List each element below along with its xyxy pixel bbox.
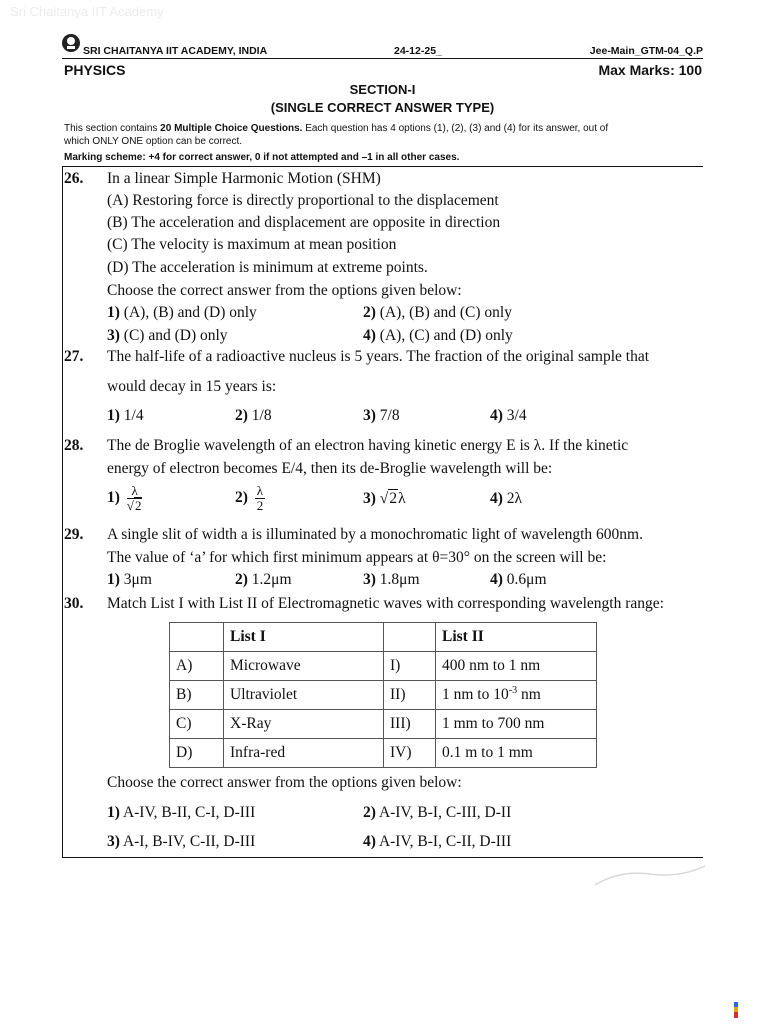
question-stem: would decay in 15 years is:	[107, 378, 277, 395]
answer-option[interactable]: 2) 1.2μm	[235, 571, 292, 588]
answer-option[interactable]: 2) 1/8	[235, 407, 272, 424]
table-header: List II	[436, 623, 597, 652]
table-cell: Microwave	[224, 652, 384, 681]
table-cell: B)	[170, 681, 224, 710]
answer-option[interactable]: 4) 2λ	[490, 490, 523, 507]
table-cell: I)	[384, 652, 436, 681]
table-row	[170, 652, 597, 681]
color-marker-icon	[734, 1002, 738, 1018]
fraction: $\frac{\lambda}{2}$	[256, 483, 264, 513]
statement: (A) Restoring force is directly proportional to the displacement	[107, 192, 499, 209]
statement: (D) The acceleration is minimum at extreme points.	[107, 259, 428, 276]
subject-title: PHYSICS	[64, 62, 126, 78]
choose-instruction: Choose the correct answer from the options given below:	[107, 282, 462, 299]
table-cell: 0.1 m to 1 mm	[436, 739, 597, 768]
question-stem: In a linear Simple Harmonic Motion (SHM)	[107, 170, 381, 187]
answer-option[interactable]: 2) A-IV, B-I, C-III, D-II	[363, 804, 512, 821]
question-stem: The de Broglie wavelength of an electron having kinetic energy E is λ. If the kinetic	[107, 437, 629, 454]
table-cell: 1 mm to 700 nm	[436, 710, 597, 739]
max-marks: Max Marks: 100	[598, 62, 702, 78]
pen-scribble-icon	[590, 860, 710, 890]
answer-option[interactable]: 3) A-I, B-IV, C-II, D-III	[107, 833, 256, 850]
answer-option[interactable]: 3) 7/8	[363, 407, 400, 424]
question-stem: A single slit of width a is illuminated by a monochromatic light of wavelength 600nm.	[107, 526, 643, 543]
table-cell: 1 nm to $10^{-3}$ nm	[436, 681, 597, 710]
table-row	[170, 681, 597, 710]
statement: (C) The velocity is maximum at mean position	[107, 236, 397, 253]
header-rule	[62, 58, 703, 59]
table-cell: D)	[170, 739, 224, 768]
table-cell: III)	[384, 710, 436, 739]
institute-name: SRI CHAITANYA IIT ACADEMY, INDIA	[83, 45, 268, 57]
table-cell: A)	[170, 652, 224, 681]
question-stem: energy of electron becomes E/4, then its de-Broglie wavelength will be:	[107, 460, 553, 477]
answer-option[interactable]: 1) $\frac{\lambda}{√2}$	[107, 483, 142, 513]
section-title: SECTION-I	[349, 82, 416, 97]
marking-scheme: Marking scheme: +4 for correct answer, 0 if not attempted and –1 in all other cases.	[64, 152, 460, 163]
question-stem: The half-life of a radioactive nucleus is 5 years. The fraction of the original sample that	[107, 348, 650, 365]
question-stem: The value of ‘a’ for which first minimum appears at θ=30° on the screen will be:	[107, 549, 607, 566]
question-number: 30.	[64, 595, 84, 612]
question-number: 26.	[64, 170, 84, 187]
answer-option[interactable]: 2) $\frac{\lambda}{2}$	[235, 483, 264, 513]
table-cell: X-Ray	[224, 710, 384, 739]
answer-option[interactable]: 2) (A), (B) and (C) only	[363, 304, 512, 321]
exam-date: 24-12-25_	[394, 45, 442, 57]
paper-code: Jee-Main_GTM-04_Q.P	[589, 45, 703, 57]
fraction: $\frac{\lambda}{√2}$	[126, 483, 142, 513]
answer-option[interactable]: 3) (C) and (D) only	[107, 327, 228, 344]
bottom-rule	[62, 857, 703, 858]
table-header: List I	[224, 623, 384, 652]
table-cell: Infra-red	[224, 739, 384, 768]
institute-logo-icon	[61, 33, 81, 53]
question-number: 29.	[64, 526, 84, 543]
table-row	[170, 710, 597, 739]
answer-option[interactable]: 4) 0.6μm	[490, 571, 547, 588]
answer-option[interactable]: 1) 1/4	[107, 407, 144, 424]
table-cell	[170, 623, 224, 652]
table-cell: II)	[384, 681, 436, 710]
match-table	[169, 622, 597, 768]
answer-option[interactable]: 4) (A), (C) and (D) only	[363, 327, 513, 344]
table-cell: C)	[170, 710, 224, 739]
choose-instruction: Choose the correct answer from the options given below:	[107, 774, 462, 791]
answer-option[interactable]: 1) A-IV, B-II, C-I, D-III	[107, 804, 256, 821]
watermark: Sri Chaitanya IIT Academy	[10, 4, 164, 19]
table-cell: Ultraviolet	[224, 681, 384, 710]
answer-option[interactable]: 4) A-IV, B-I, C-II, D-III	[363, 833, 512, 850]
question-stem: Match List I with List II of Electromagnetic waves with corresponding wavelength range:	[107, 595, 664, 612]
answer-option[interactable]: 3) 1.8μm	[363, 571, 420, 588]
table-cell: 400 nm to 1 nm	[436, 652, 597, 681]
answer-option[interactable]: 1) (A), (B) and (D) only	[107, 304, 257, 321]
answer-option[interactable]: 1) 3μm	[107, 571, 152, 588]
statement: (B) The acceleration and displacement are opposite in direction	[107, 214, 501, 231]
section-subtitle: (SINGLE CORRECT ANSWER TYPE)	[270, 100, 495, 115]
left-margin-line	[62, 166, 63, 858]
section-instructions: This section contains 20 Multiple Choice Questions. Each question has 4 options (1), (2), (3) and (4) for its answer, out of which ONLY ONE option can be correct.	[64, 123, 609, 147]
answer-option[interactable]: 4) 3/4	[490, 407, 527, 424]
table-row	[170, 623, 597, 652]
answer-option[interactable]: 3) √2λ	[363, 490, 406, 507]
table-cell	[384, 623, 436, 652]
table-row	[170, 739, 597, 768]
section-rule	[62, 166, 703, 167]
question-number: 28.	[64, 437, 84, 454]
question-number: 27.	[64, 348, 84, 365]
table-cell: IV)	[384, 739, 436, 768]
